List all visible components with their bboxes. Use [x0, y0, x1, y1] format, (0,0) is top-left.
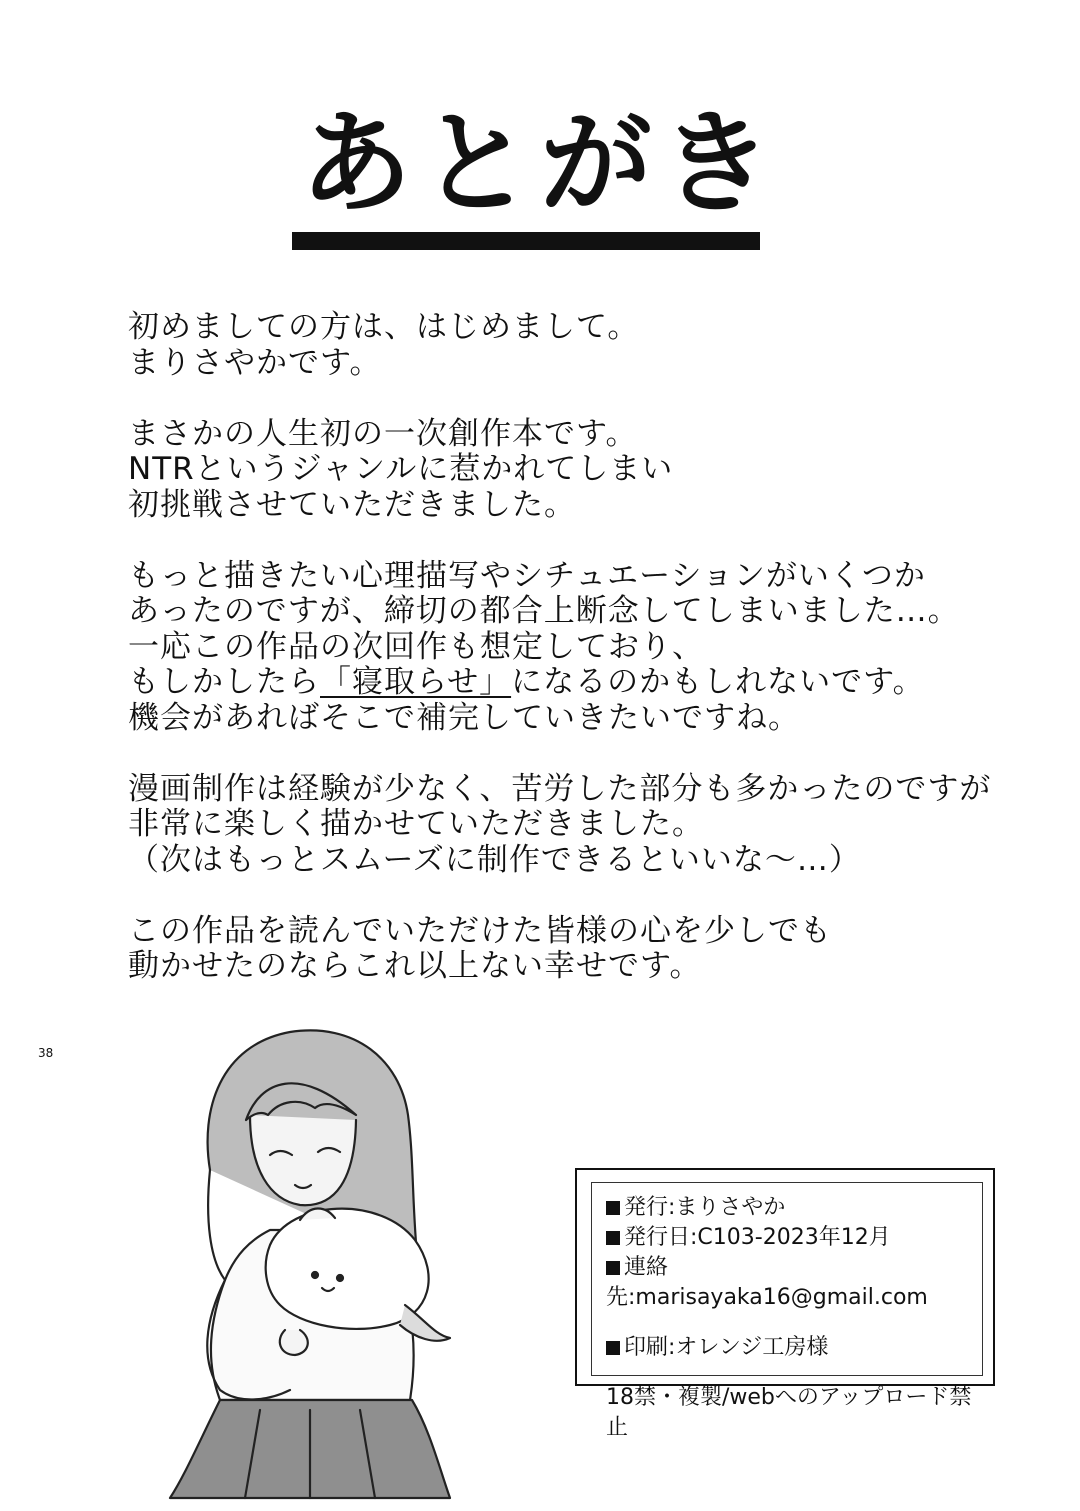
text-line: 初挑戦させていただきました。: [128, 486, 576, 523]
colophon-publisher-text: 発行:まりさやか: [624, 1195, 786, 1220]
colophon-notice: 18禁・複製/webへのアップロード禁止: [606, 1385, 972, 1440]
square-bullet-icon: [606, 1201, 620, 1215]
text-fragment: もしかしたら: [128, 664, 320, 700]
text-line: 一応この作品の次回作も想定しており、: [128, 628, 704, 665]
colophon-printer: [606, 1333, 982, 1363]
square-bullet-icon: [606, 1231, 620, 1245]
afterword-body: [128, 310, 1008, 1020]
page-number: 38: [38, 1046, 54, 1060]
text-line: あったのですが、締切の都合上断念してしまいました…。: [128, 593, 960, 629]
paragraph: [128, 914, 1008, 985]
colophon-date: [606, 1223, 982, 1253]
girl-with-seal-illustration: [150, 1020, 480, 1500]
square-bullet-icon: [606, 1261, 620, 1275]
title-underline: [292, 232, 760, 250]
paragraph: [128, 310, 1008, 381]
text-line: もっと描きたい心理描写やシチュエーションがいくつか: [128, 557, 926, 594]
paragraph: [128, 772, 1008, 879]
colophon-box: [575, 1168, 995, 1440]
text-line: 初めましての方は、はじめまして。: [128, 309, 640, 345]
colophon-inner: [591, 1182, 983, 1440]
colophon-publisher: [606, 1193, 982, 1223]
colophon-contact-text: 連絡先:marisayaka16@gmail.com: [606, 1255, 928, 1310]
spacer: [606, 1313, 982, 1333]
square-bullet-icon: [606, 1341, 620, 1355]
spacer: [606, 1363, 982, 1383]
text-line: まさかの人生初の一次創作本です。: [128, 415, 638, 452]
colophon-printer-text: 印刷:オレンジ工房様: [624, 1335, 829, 1360]
colophon-date-text: 発行日:C103-2023年12月: [624, 1225, 891, 1250]
text-line: 動かせたのならこれ以上ない幸せです。: [128, 948, 702, 984]
underlined-term: 「寝取らせ」: [320, 664, 512, 700]
text-line: この作品を読んでいただけた皆様の心を少しでも: [128, 912, 832, 949]
text-line: 非常に楽しく描かせていただきました。: [128, 806, 704, 842]
text-line: 機会があればそこで補完していきたいですね。: [128, 699, 800, 736]
paragraph: [128, 417, 1008, 524]
text-fragment: になるのかもしれないです。: [511, 664, 925, 700]
text-line: [128, 665, 1008, 701]
text-line: 漫画制作は経験が少なく、苦労した部分も多かったのですが: [128, 770, 992, 807]
page-title: あとがき: [300, 99, 780, 229]
text-line: まりさやかです。: [128, 344, 382, 381]
paragraph: [128, 559, 1008, 737]
colophon-contact: [606, 1253, 982, 1313]
text-line: NTRというジャンルに惹かれてしまい: [128, 451, 674, 487]
text-line: （次はもっとスムーズに制作できるといいな～…）: [128, 841, 861, 878]
